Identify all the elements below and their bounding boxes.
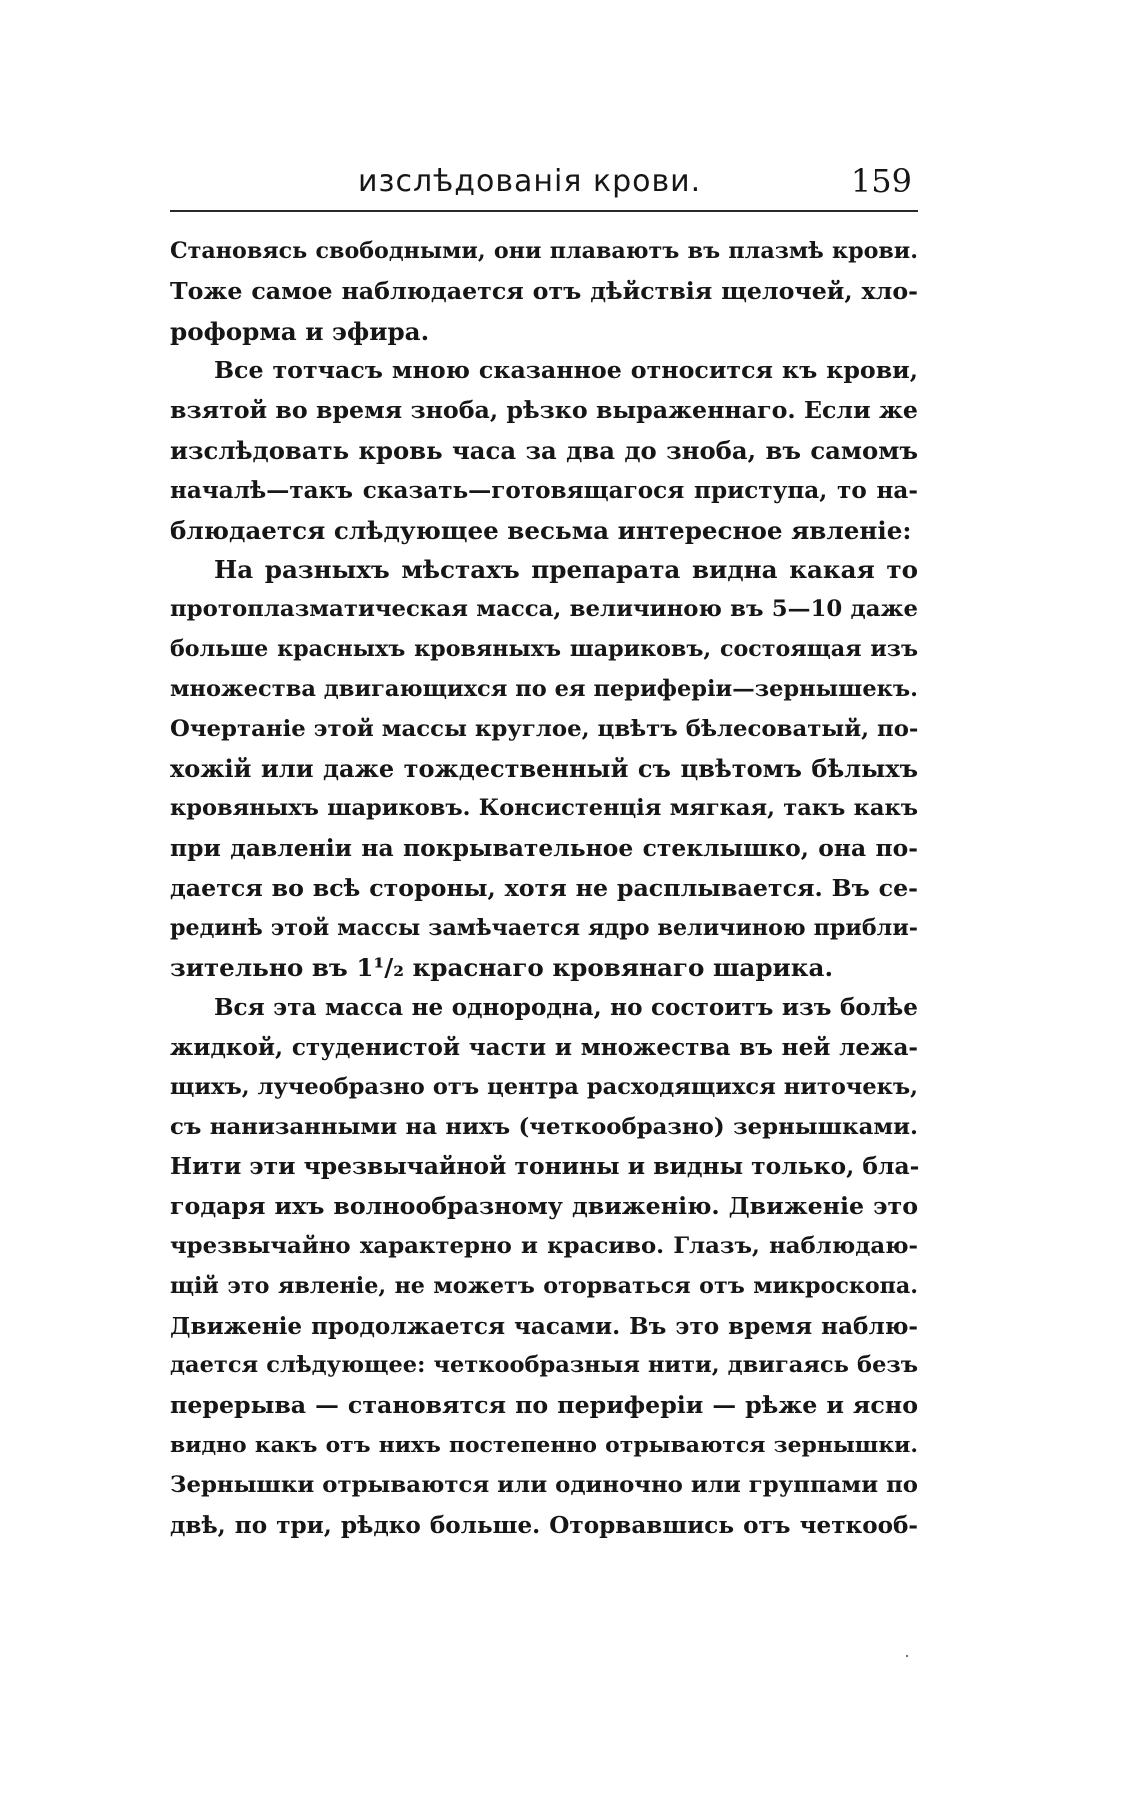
text-line: больше красныхъ кровяныхъ шариковъ, состоящая изъ	[170, 635, 918, 662]
text-line: Очертаніе этой массы круглое, цвѣтъ бѣлесоватый, по-	[170, 715, 919, 742]
text-line: дается во всѣ стороны, хотя не расплывается. Въ се-	[170, 873, 918, 902]
text-line: чрезвычайно характерно и красиво. Глазъ, наблюдаю-	[170, 1232, 918, 1259]
text-line: взятой во время зноба, рѣзко выраженнаго. Если же	[170, 396, 918, 425]
text-line: рединѣ этой массы замѣчается ядро величиною прибли-	[170, 914, 918, 941]
text-line: щихъ, лучеобразно отъ центра расходящихся ниточекъ,	[170, 1073, 918, 1100]
text-line: началѣ—такъ сказать—готовящагося приступа, то на-	[170, 476, 918, 504]
text-line: перерыва — становятся по периферіи — рѣже и ясно	[170, 1391, 918, 1420]
text-line: зительно въ 1¹/₂ краснаго кровянаго шарика.	[170, 953, 834, 983]
text-line: при давленіи на покрывательное стеклышко, она по-	[170, 833, 918, 862]
header-rule	[170, 210, 918, 212]
print-speck	[906, 1655, 908, 1657]
text-line: множества двигающихся по ея периферіи—зернышекъ.	[170, 675, 918, 702]
body-text	[170, 232, 918, 1545]
text-line: изслѣдовать кровь часа за два до зноба, въ самомъ	[170, 435, 918, 465]
page-number: 159	[850, 162, 912, 200]
text-line: хожій или даже тождественный съ цвѣтомъ бѣлыхъ	[170, 754, 918, 784]
text-line: жидкой, студенистой части и множества въ ней лежа-	[170, 1033, 918, 1061]
text-line: Нити эти чрезвычайной тонины и видны только, бла-	[170, 1152, 920, 1181]
text-line: видно какъ отъ нихъ постепенно отрываются зернышки.	[170, 1431, 918, 1458]
text-line: съ нанизанными на нихъ (четкообразно) зернышками.	[170, 1113, 918, 1140]
text-line: двѣ, по три, рѣдко больше. Оторвавшись отъ четкооб-	[170, 1511, 918, 1539]
text-line: На разныхъ мѣстахъ препарата видна какая то	[214, 555, 918, 585]
text-line: Все тотчасъ мною сказанное относится къ крови,	[214, 356, 918, 385]
text-line: блюдается слѣдующее весьма интересное явленіе:	[170, 515, 912, 545]
text-line: Становясь свободными, они плаваютъ въ плазмѣ крови.	[170, 238, 918, 264]
text-line: годаря ихъ волнообразному движенію. Движеніе это	[170, 1192, 918, 1221]
text-line: Движеніе продолжается часами. Въ это время наблю-	[170, 1312, 918, 1340]
chapter-title: изслѣдованія крови.	[358, 164, 702, 199]
text-line: Вся эта масса не однородна, но состоитъ изъ болѣе	[214, 994, 918, 1022]
running-head	[170, 160, 918, 210]
text-line: роформа и эфира.	[170, 316, 430, 346]
text-line: щій это явленіе, не можетъ оторваться отъ микроскопа.	[170, 1272, 918, 1299]
text-line: Зернышки отрываются или одиночно или группами по	[170, 1471, 918, 1498]
text-line: протоплазматическая масса, величиною въ 5—10 даже	[170, 596, 918, 623]
text-line: дается слѣдующее: четкообразныя нити, двигаясь безъ	[170, 1352, 918, 1379]
text-line: Тоже самое наблюдается отъ дѣйствія щелочей, хло-	[170, 276, 918, 305]
text-line: кровяныхъ шариковъ. Консистенція мягкая, такъ какъ	[170, 795, 918, 822]
